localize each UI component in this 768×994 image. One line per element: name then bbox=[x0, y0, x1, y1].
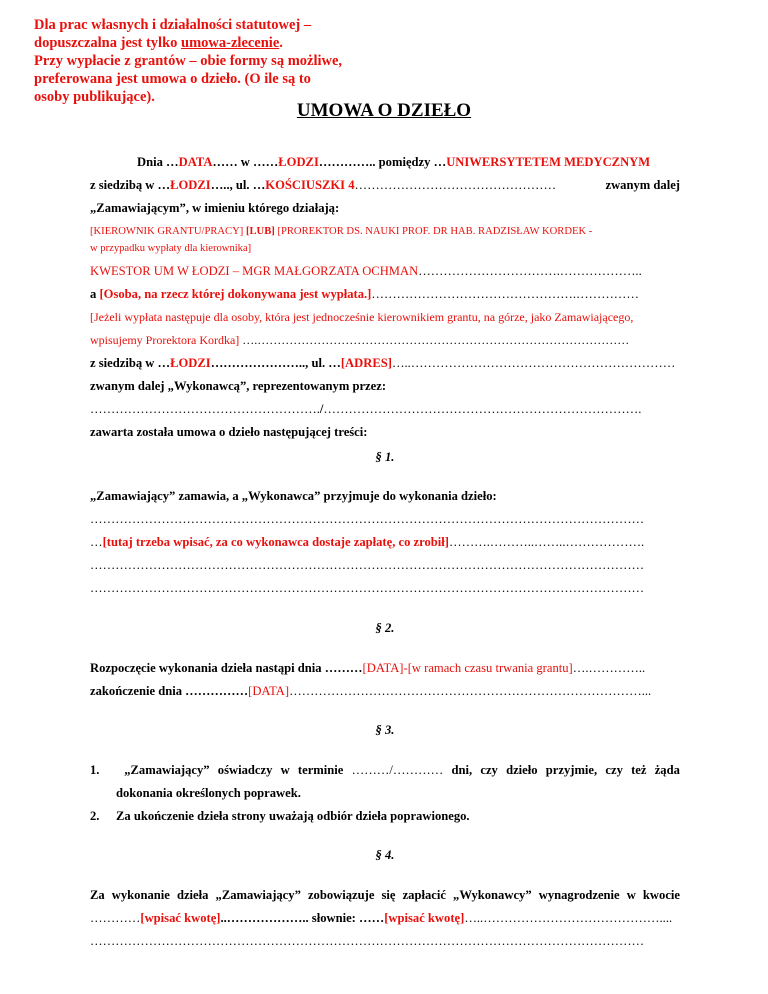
section-3-heading: § 3. bbox=[375, 723, 395, 737]
work-description-line-4: …………………………………………………………………………………………………………………… bbox=[90, 581, 645, 595]
end-date-line: zakończenie dnia ……………[DATA]…………………………………………………………………………... bbox=[90, 684, 652, 698]
acceptance-clause-2: 2. Za ukończenie dzieła strony uważają odbiór dzieła poprawionego. bbox=[90, 809, 470, 823]
work-description-line-1: …………………………………………………………………………………………………………………… bbox=[90, 512, 645, 526]
work-description-line-3: …………………………………………………………………………………………………………………… bbox=[90, 558, 645, 572]
remuneration-words-line: …………………………………………………………………………………………………………………… bbox=[90, 934, 645, 948]
representative-note: w przypadku wypłaty dla kierownika] bbox=[90, 243, 252, 254]
contractor-note-line-1: [Jeżeli wypłata następuje dla osoby, która jest jednocześnie kierownikiem grantu, na górze, jako Zamawiającego, bbox=[90, 310, 634, 324]
header-note bbox=[34, 16, 414, 106]
note-underlined-term: umowa-zlecenie bbox=[181, 35, 280, 51]
note-line-5: osoby publikujące). bbox=[34, 89, 155, 105]
contract-date-line: Dnia …DATA…… w ……ŁODZI………….. pomiędzy …UNIWERSYTETEM MEDYCZNYM bbox=[137, 155, 651, 169]
acceptance-clause-1: 1. „Zamawiający” oświadczy w terminie ………/………… dni, czy dzieło przyjmie, czy też żąda bbox=[90, 763, 680, 777]
work-description-line-2: …[tutaj trzeba wpisać, za co wykonawca dostaje zapłatę, co zrobił]……….………..……..………………. bbox=[90, 535, 645, 549]
note-line-2: dopuszczalna jest tylko umowa-zlecenie. bbox=[34, 35, 283, 51]
section-1-heading: § 1. bbox=[375, 450, 395, 464]
ordering-party-address: z siedzibą w …ŁODZI….., ul. …KOŚCIUSZKI 4………………………………………… zwanym dalej bbox=[90, 178, 680, 192]
note-line-1: Dla prac własnych i działalności statutowej – bbox=[34, 17, 312, 33]
ordering-party-label: „Zamawiającym”, w imieniu którego działają: bbox=[90, 201, 340, 215]
section-1-text: „Zamawiający” zamawia, a „Wykonawca” przyjmuje do wykonania dzieło: bbox=[90, 489, 497, 503]
document-title: UMOWA O DZIEŁO bbox=[296, 100, 472, 121]
contractor-label: zwanym dalej „Wykonawcą”, reprezentowanym przez: bbox=[90, 379, 387, 393]
remuneration-amount-line: …………[wpisać kwotę]..……………….. słownie: ……[wpisać kwotę]…..…………………………………….... bbox=[90, 911, 673, 925]
representative-signature-line: ………………………………………………./…………………………………………………………………. bbox=[90, 402, 642, 416]
quaestor-line: KWESTOR UM W ŁODZI – MGR MAŁGORZATA OCHMAN…………………………….……………….. bbox=[90, 264, 642, 278]
contract-intro: zawarta została umowa o dzieło następującej treści: bbox=[90, 425, 368, 439]
acceptance-clause-1-cont: dokonania określonych poprawek. bbox=[116, 786, 301, 800]
note-line-3: Przy wypłacie z grantów – obie formy są możliwe, bbox=[34, 53, 343, 69]
start-date-line: Rozpoczęcie wykonania dzieła nastąpi dnia ………[DATA]-[w ramach czasu trwania grantu]….………….. bbox=[90, 661, 646, 675]
contractor-note-line-2: wpisujemy Prorektora Kordka] ….………………………………………………………………………………… bbox=[90, 333, 630, 347]
section-4-heading: § 4. bbox=[375, 848, 395, 862]
note-line-4: preferowana jest umowa o dzieło. (O ile są to bbox=[34, 71, 311, 87]
section-2-heading: § 2. bbox=[375, 621, 395, 635]
contractor-line: a [Osoba, na rzecz której dokonywana jest wypłata.]………………………………………….…………… bbox=[90, 287, 639, 301]
contractor-address: z siedzibą w …ŁODZI………………….., ul. …[ADRES]…..……………………………………………………… bbox=[90, 356, 676, 370]
remuneration-clause: Za wykonanie dzieła „Zamawiający” zobowiązuje się zapłacić „Wykonawcy” wynagrodzenie w kwocie bbox=[90, 888, 680, 902]
representative-line: [KIEROWNIK GRANTU/PRACY] [LUB] [PROREKTOR DS. NAUKI PROF. DR HAB. RADZISŁAW KORDEK - bbox=[90, 226, 593, 237]
